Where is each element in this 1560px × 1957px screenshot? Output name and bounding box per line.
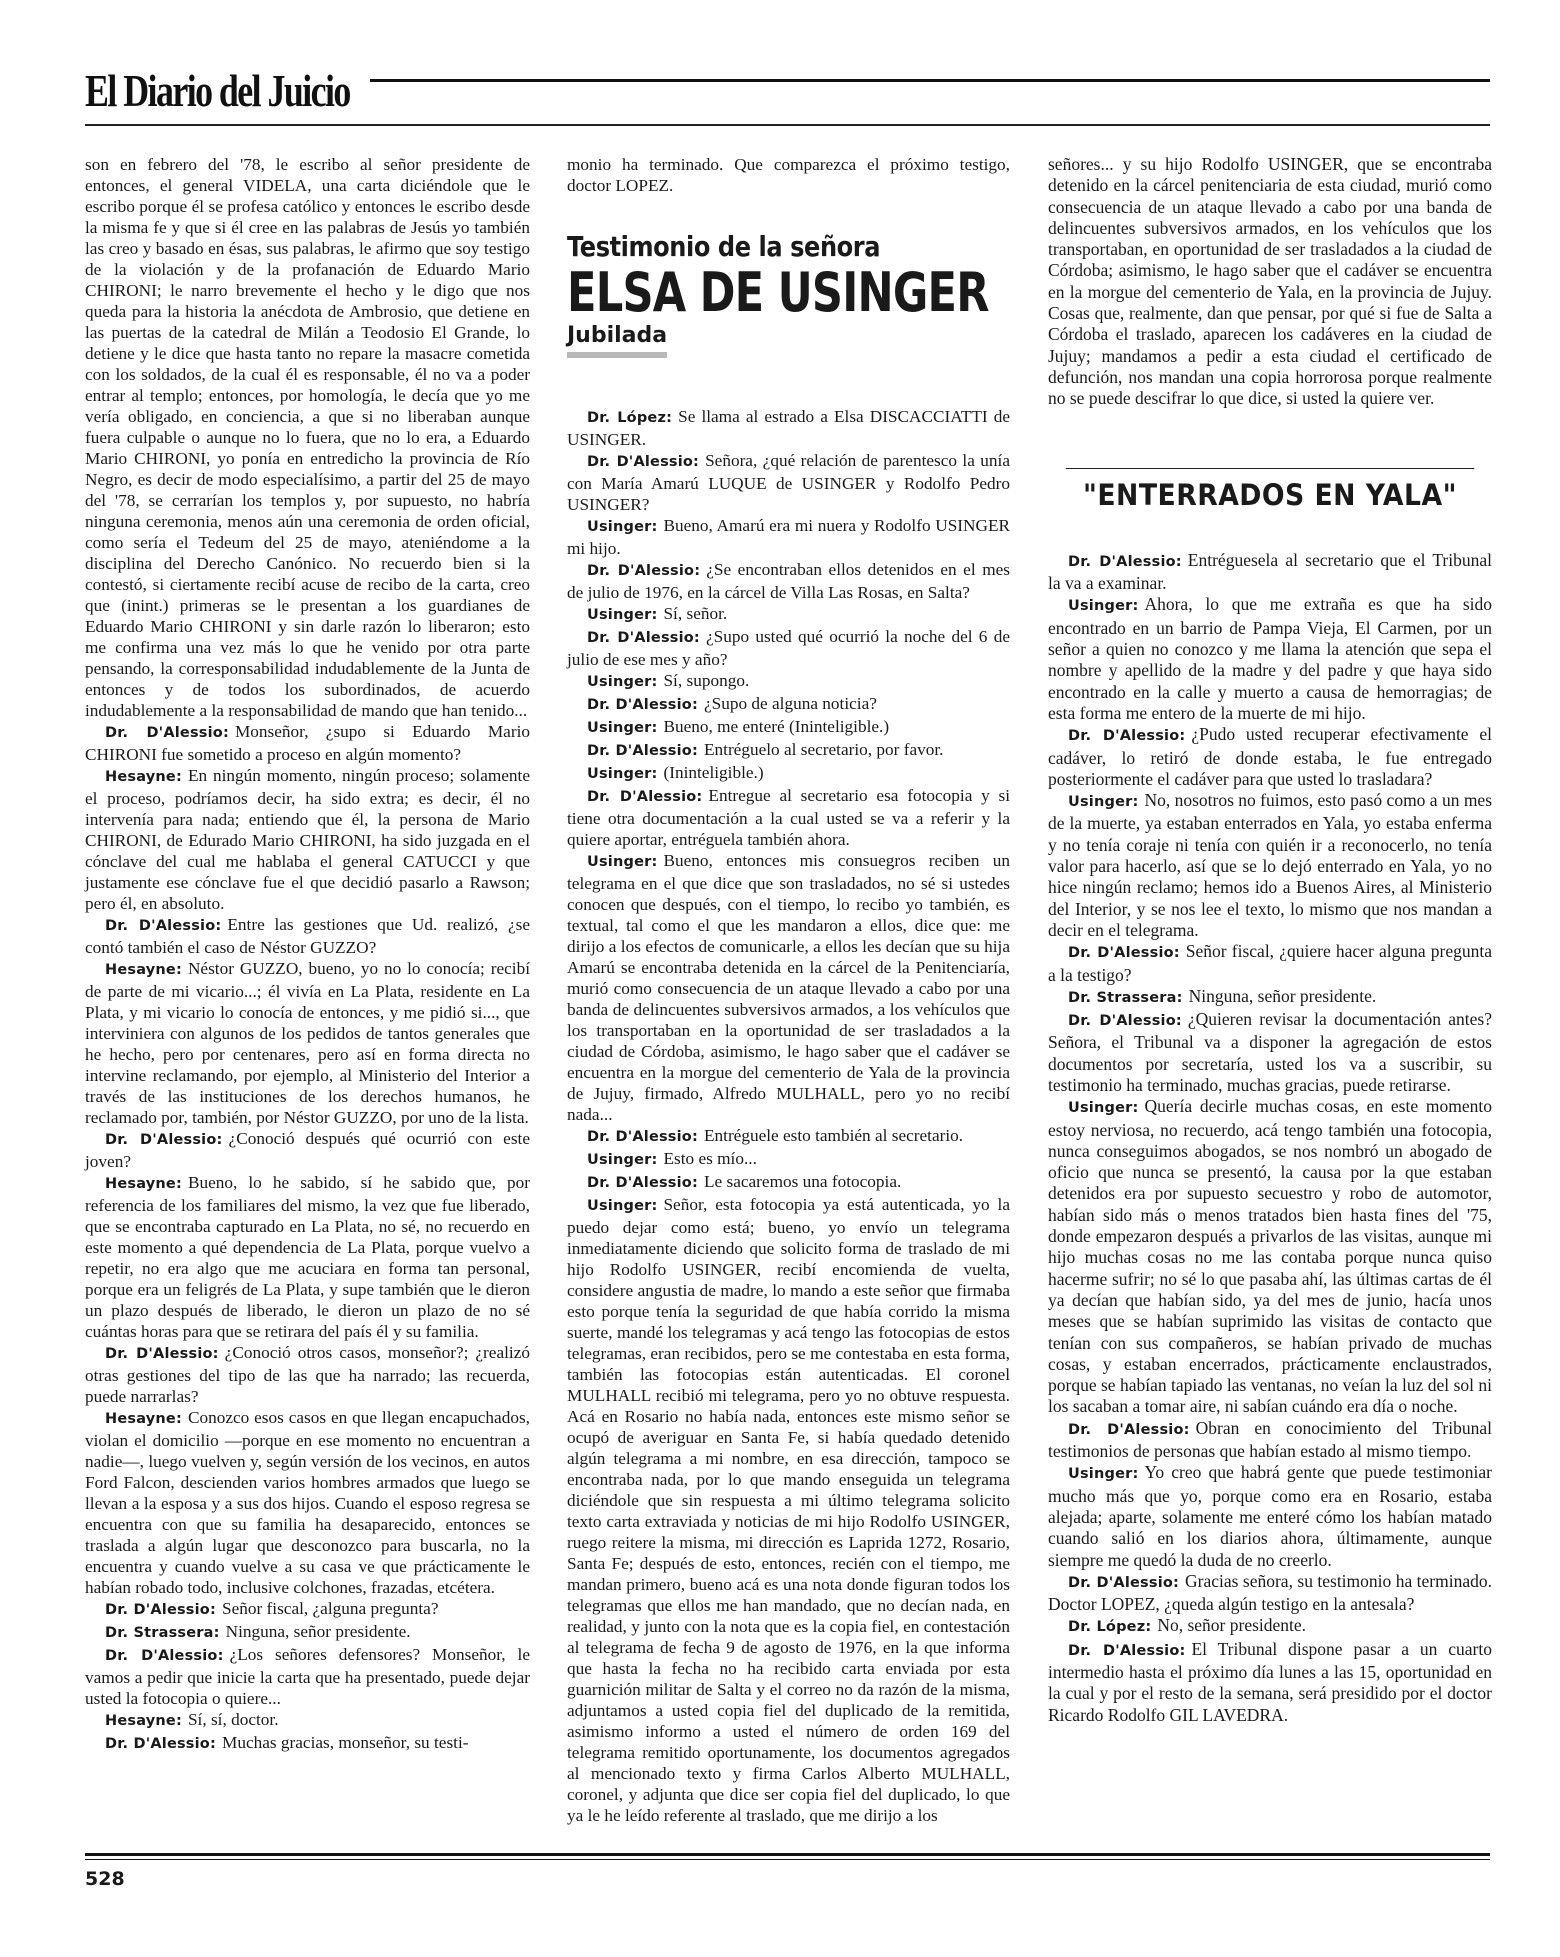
- speaker-label: Hesayne:: [105, 769, 182, 785]
- dialogue-paragraph: [567, 670, 1010, 693]
- speaker-label: Usinger:: [587, 720, 658, 736]
- dialogue-paragraph: [85, 1732, 530, 1755]
- dialogue-paragraph: [567, 1148, 1010, 1171]
- dialogue-paragraph: [85, 1709, 530, 1732]
- testimony-kicker: Testimonio de la señora: [567, 230, 881, 263]
- speaker-label: Dr. D'Alessio:: [105, 918, 222, 934]
- speaker-label: Dr. D'Alessio:: [587, 563, 701, 579]
- dialogue-text: No, señor presidente.: [1157, 1615, 1307, 1636]
- dialogue-text: Entréguele esto también al secretario.: [703, 1126, 964, 1145]
- dialogue-text: Yo creo que habrá gente que puede testimoniar mucho más que yo, porque como era en Rosario, estaba alejada; aparte, solamente me enteré cómo los habían matado cuando salió en los diarios ahora, últimamente, aunque siempre me quedó la duda de no creerlo.: [1048, 1462, 1492, 1570]
- dialogue-text: ¿Se encontraban ellos detenidos en el mes de julio de 1976, en la cárcel de Villa Las Rosas, en Salta?: [567, 560, 1010, 602]
- dialogue-text: Entre las gestiones que Ud. realizó, ¿se contó también el caso de Néstor GUZZO?: [85, 915, 530, 957]
- speaker-label: Hesayne:: [105, 962, 182, 978]
- speaker-label: Usinger:: [587, 607, 658, 623]
- dialogue-paragraph: [567, 739, 1010, 762]
- dialogue-paragraph: [1048, 1615, 1492, 1638]
- speaker-label: Dr. D'Alessio:: [1068, 945, 1180, 962]
- speaker-label: Dr. D'Alessio:: [587, 454, 700, 470]
- speaker-label: Dr. López:: [1068, 1619, 1152, 1636]
- dialogue-paragraph: [567, 603, 1010, 626]
- speaker-label: Usinger:: [1068, 598, 1139, 615]
- dialogue-text: ¿Quieren revisar la documentación antes? Señora, el Tribunal va a disponer la agregación de estos documentos por secretaría, usted los va a suscribir, su testimonio ha terminado, muchas gracias, puede retirarse.: [1048, 1009, 1492, 1095]
- dialogue-text: Bueno, me enteré (Ininteligible.): [663, 717, 890, 736]
- dialogue-paragraph: [1048, 1009, 1492, 1096]
- dialogue-text: ¿Conoció otros casos, monseñor?; ¿realizó otras gestiones del tipo de las que ha narrado; las recuerda, puede narrarlas?: [85, 1343, 530, 1406]
- speaker-label: Dr. D'Alessio:: [1068, 728, 1186, 745]
- dialogue-text: Bueno, entonces mis consuegros reciben un telegrama en el que dice que son trasladados, no sé si ustedes conocen que después, con el tiempo, lo recibo yo también, es textual, tal como el que les mandaron a ellos, dice que: me dirijo a los efectos de comunicarle, a ellos les decían que su hija Amarú se encontraba detenida en la cárcel de la Penitenciaría, murió como consecuencia de un ataque llevado a cabo por una banda de delincuentes subversivos armados, a los vehículos que los transportaban en la oportunidad de ser trasladados a la ciudad de Córdoba, asimismo, le hago saber que el cadáver se encuentra en la morgue del cementerio de Yala de la provincia de Jujuy, firmado, Alfredo MULHALL, pero yo no recibí nada...: [567, 851, 1010, 1124]
- column-3: [1048, 154, 1492, 1726]
- dialogue-paragraph: [85, 154, 530, 721]
- speaker-label: Usinger:: [587, 854, 658, 870]
- dialogue-text: Obran en conocimiento del Tribunal testimonios de personas que habían estado al mismo tiempo.: [1048, 1417, 1492, 1462]
- speaker-label: Dr. D'Alessio:: [587, 1129, 698, 1145]
- dialogue-paragraph: [85, 1342, 530, 1407]
- dialogue-paragraph: [85, 958, 530, 1128]
- testimony-heading: [567, 230, 1010, 358]
- speaker-label: Dr. D'Alessio:: [587, 789, 703, 805]
- speaker-label: Dr. D'Alessio:: [1068, 553, 1182, 570]
- dialogue-paragraph: [567, 406, 1010, 450]
- section-subheading: "ENTERRADOS EN YALA": [1066, 468, 1474, 506]
- speaker-label: Dr. D'Alessio:: [1068, 1421, 1190, 1438]
- dialogue-text: Bueno, lo he sabido, sí he sabido que, por referencia de los familiares del mismo, la vez que fue liberado, que se encontraba capturado en La Plata, no sé, no recuerdo en este momento a qué dependencia de La Plata, porque vuelvo a repetir, no era algo que me acuciara en forma tan personal, porque era un feligrés de La Plata, y supe también que le dieron un plazo después de liberado, le dieron un plazo de no sé cuántas horas para que se retirara del país él y su familia.: [85, 1173, 530, 1341]
- dialogue-text: ¿Supo de alguna noticia?: [703, 694, 877, 713]
- speaker-label: Usinger:: [587, 766, 658, 782]
- masthead-rule: [370, 79, 1490, 82]
- dialogue-text: ¿Pudo usted recuperar efectivamente el cadáver, lo retiró de donde estaba, le fue entregado posteriormente el cadáver para que usted lo trasladara?: [1048, 724, 1492, 789]
- dialogue-text: Señora, ¿qué relación de parentesco la unía con María Amarú LUQUE de USINGER y Rodolfo Pedro USINGER?: [567, 451, 1010, 514]
- dialogue-paragraph: [85, 1598, 530, 1621]
- speaker-label: Usinger:: [1068, 794, 1139, 811]
- dialogue-text: Esto es mío...: [663, 1149, 757, 1168]
- dialogue-paragraph: [567, 626, 1010, 670]
- speaker-label: Dr. D'Alessio:: [587, 743, 698, 759]
- dialogue-paragraph: [567, 716, 1010, 739]
- dialogue-paragraph: [567, 1171, 1010, 1194]
- dialogue-paragraph: [1048, 594, 1492, 724]
- dialogue-paragraph: [1048, 1639, 1492, 1726]
- speaker-label: Usinger:: [587, 1152, 658, 1168]
- dialogue-text: (Ininteligible.): [663, 763, 764, 782]
- dialogue-text: Néstor GUZZO, bueno, yo no lo conocía; recibí de parte de mi vicario...; él vivía en La Plata, residente en La Plata, y mi vicario lo conocía de entonces, y me pidió si..., que interviniera con algunos de los pedidos de tantos generales que he hecho, pero por centenares, pero así en forma directa no intervine reclamando, por ejemplo, al Ministerio del Interior a través de las instituciones de los derechos humanos, he reclamado por, también, por Néstor GUZZO, por uno de la lista.: [85, 959, 530, 1127]
- speaker-label: Dr. D'Alessio:: [587, 1175, 698, 1191]
- speaker-label: Dr. D'Alessio:: [105, 1602, 216, 1618]
- dialogue-paragraph: [567, 559, 1010, 603]
- dialogue-paragraph: [567, 693, 1010, 716]
- dialogue-text: El Tribunal dispone pasar a un cuarto intermedio hasta el próximo día lunes a las 15, oportunidad en la cual y por el resto de la semana, será presidido por el doctor Ricardo Rodolfo GIL LAVEDRA.: [1048, 1638, 1492, 1725]
- dialogue-text: ¿Los señores defensores? Monseñor, le vamos a pedir que inicie la carta que ha presentado, puede dejar usted la fotocopia o quiere...: [85, 1645, 530, 1708]
- dialogue-text: Entregue al secretario esa fotocopia y si tiene otra documentación a la cual usted se va a referir y la quiere aportar, entréguela también ahora.: [567, 786, 1010, 849]
- dialogue-text: Ninguna, señor presidente.: [225, 1622, 411, 1641]
- speaker-label: Dr. D'Alessio:: [587, 697, 698, 713]
- dialogue-text: Ahora, lo que me extraña es que ha sido encontrado en un barrio de Pampa Vieja, El Carmen, por un señor a quien no conozco y me llama la atención que sepa el nombre y apellido de la madre y del padre y que haya sido encontrado en la calle y muerto a causa de hemorragias; de esta forma me entero de la muerte de mi hijo.: [1048, 594, 1492, 723]
- speaker-label: Dr. D'Alessio:: [105, 1648, 224, 1664]
- speaker-label: Usinger:: [587, 674, 658, 690]
- dialogue-paragraph: [85, 1621, 530, 1644]
- dialogue-paragraph: [85, 1128, 530, 1172]
- dialogue-paragraph: [1048, 986, 1492, 1009]
- dialogue-paragraph: [1048, 790, 1492, 941]
- dialogue-text: Señor fiscal, ¿alguna pregunta?: [221, 1599, 439, 1618]
- dialogue-text: Monseñor, ¿supo si Eduardo Mario CHIRONI fue sometido a proceso en algún momento?: [85, 722, 530, 764]
- dialogue-paragraph: [1048, 1418, 1492, 1463]
- speaker-label: Usinger:: [587, 1198, 658, 1214]
- speaker-label: Usinger:: [587, 519, 658, 535]
- dialogue-paragraph: [1048, 1462, 1492, 1570]
- dialogue-text: Ninguna, señor presidente.: [1188, 985, 1377, 1006]
- speaker-label: Dr. Strassera:: [105, 1625, 220, 1641]
- footer-rule: [85, 1853, 1490, 1856]
- dialogue-text: Quería decirle muchas cosas, en este momento estoy nerviosa, no recuerdo, acá tengo también una fotocopia, nunca conseguimos abogados, se nos nombró un abogado de oficio que nunca se presentó, la causa por la que estaban detenidos era por supuesto secuestro y robo de automotor, habían sido más o menos tratados bien hasta fines del '75, donde empezaron después a privarlos de las visitas, aunque mi hijo muchas cosas no me las contaba porque nunca quiso hacerme sufrir; no sé lo que pasaba ahí, las últimas cartas de él ya decían que habían sido, ya del mes de junio, hacía unos meses que se habían suprimido las visitas de contacto que tenían con sus compañeros, se habían privado de muchas cosas, y estaban encerrados, prácticamente enclaustrados, porque se habían tapiado las ventanas, no veían la luz del sol ni los sacaban a tomar aire, ni sabían cuándo era día o noche.: [1048, 1096, 1492, 1417]
- speaker-label: Usinger:: [1068, 1100, 1139, 1117]
- speaker-label: Dr. D'Alessio:: [1068, 1013, 1182, 1030]
- dialogue-text: En ningún momento, ningún proceso; solamente el proceso, podríamos decir, ha sido extra; es decir, él no intervenía para nada; entiendo que él, la persona de Mario CHIRONI, de Edurado Mario CHIRONI, ha sido juzgada en el cónclave del cual me hablaba el general CATUCCI y que justamente ese cónclave fue el que decidió pasarlo a Rawson; pero él, en absoluto.: [85, 766, 530, 913]
- dialogue-paragraph: [1048, 1571, 1492, 1616]
- column-3-dialogue: [1048, 550, 1492, 1726]
- dialogue-paragraph: [85, 721, 530, 765]
- speaker-label: Dr. Strassera:: [1068, 989, 1183, 1006]
- dialogue-paragraph: [1048, 550, 1492, 595]
- column-2: [567, 154, 1010, 1826]
- dialogue-text: Sí, señor.: [663, 604, 728, 623]
- page-number: 528: [85, 1868, 125, 1890]
- dialogue-text: Entréguesela al secretario que el Tribunal la va a examinar.: [1048, 549, 1492, 594]
- speaker-label: Usinger:: [1068, 1466, 1139, 1483]
- dialogue-text: Señor, esta fotocopia ya está autenticada, yo la puedo dejar como está; bueno, yo envío un telegrama inmediatamente diciendo que solicito forma de traslado de mi hijo Rodolfo USINGER, recibí encomienda de vuelta, considere angustia de madre, lo mando a este señor que firmaba esto porque tenía la seguridad de que había corrido la misma suerte, mandé los telegramas y acá tengo las fotocopias de estos telegramas, eran recibidos, pero se me contestaba en esta forma, también las fotocopias están autenticadas. El coronel MULHALL recibió mi telegrama, pero yo no obtuve respuesta. Acá en Rosario no había nada, entonces este mismo señor se ocupó de averiguar en Santa Fe, si había quedado detenido algún telegrama a mi nombre, en esa dirección, tampoco se encontraba nada, por lo que mando enseguida un telegrama diciéndole que sin respuesta a mi último telegrama solicito texto carta extraviada y noticias de mi hijo Rodolfo USINGER, ruego reitere la misma, mi dirección es Laprida 1272, Rosario, Santa Fe; después de esto, entonces, recién con el tiempo, me mandan primero, bueno acá es una nota donde figuran todos los telegramas que ellos me han mandado, que no decían nada, en realidad, y junto con la nota que es la copia fiel, en contestación al telegrama de fecha 9 de agosto de 1976, en la que informa que hasta la fecha no ha recibido carta enviada por esta guarnición militar de Salta y el correo no da razón de la misma, adjuntamos a usted copia fiel del duplicado de la remitida, asimismo informo a usted el número de orden 169 del telegrama remitido oportunamente, los documentos agregados al mencionado texto y firma Carlos Alberto MULHALL, coronel, y adjunta que dice ser copia fiel del duplicado, lo que ya le he leído referente al traslado, que me dirijo a los: [567, 1195, 1010, 1825]
- dialogue-text: Bueno, Amarú era mi nuera y Rodolfo USINGER mi hijo.: [567, 516, 1010, 558]
- speaker-label: Hesayne:: [105, 1176, 182, 1192]
- dialogue-text: Señor fiscal, ¿quiere hacer alguna pregunta a la testigo?: [1048, 941, 1492, 985]
- speaker-label: Dr. D'Alessio:: [105, 1736, 216, 1752]
- speaker-label: Dr. D'Alessio:: [105, 1132, 223, 1148]
- dialogue-text: Se llama al estrado a Elsa DISCACCIATTI de USINGER.: [567, 407, 1010, 449]
- witness-name: ELSA DE USINGER: [567, 261, 989, 324]
- witness-role: Jubilada: [567, 325, 667, 358]
- speaker-label: Hesayne:: [105, 1411, 182, 1427]
- dialogue-paragraph: [1048, 1096, 1492, 1417]
- publication-title: El Diario del Juicio: [85, 65, 350, 116]
- speaker-label: Dr. D'Alessio:: [1068, 1642, 1186, 1659]
- dialogue-paragraph: [85, 765, 530, 914]
- dialogue-paragraph: [85, 1407, 530, 1598]
- speaker-label: Dr. D'Alessio:: [105, 1346, 219, 1362]
- dialogue-paragraph: [567, 450, 1010, 515]
- dialogue-text: ¿Conoció después qué ocurrió con este joven?: [85, 1129, 530, 1171]
- masthead: [85, 58, 1490, 126]
- dialogue-text: Sí, supongo.: [663, 671, 750, 690]
- dialogue-paragraph: [567, 1125, 1010, 1148]
- dialogue-paragraph: [567, 762, 1010, 785]
- dialogue-paragraph: [85, 1644, 530, 1709]
- column-1: [85, 154, 530, 1755]
- dialogue-paragraph: [1048, 941, 1492, 986]
- speaker-label: Dr. López:: [587, 410, 673, 426]
- paragraph: señores... y su hijo Rodolfo USINGER, que se encontraba detenido en la cárcel penitenciaria de esta ciudad, murió como consecuencia de un ataque llevado a cabo por una banda de delincuentes subversivos armados, en los vehículos que los transportaban, en oportunidad de ser trasladados a la ciudad de Córdoba; asimismo, le hago saber que el cadáver se encuentra en la morgue del cementerio de Yala, en la provincia de Jujuy. Cosas que, realmente, dan que pensar, por qué si fue de Salta a Córdoba el traslado, aparecen los cadáveres en la ciudad de Jujuy; mandamos a pedir a esta ciudad el certificado de defunción, nos mandan una copia horrorosa porque realmente no se puede descifrar lo que dice, si usted la quiere ver.: [1048, 154, 1492, 409]
- footer-rule-thin: [85, 1859, 1490, 1860]
- dialogue-text: Conozco esos casos en que llegan encapuchados, violan el domicilio —porque en ese momento no encuentran a nadie—, luego vuelven y, según versión de los vecinos, en autos Ford Falcon, descienden varios hombres armados que luego se llevan a la esposa y a sus dos hijos. Cuando el esposo regresa se encuentra con que su familia ha desaparecido, entonces se traslada a algún lugar que desconozco para buscarla, no la encuentra y cuando vuelve a su casa ve que prácticamente le habían robado todo, inclusive colchones, frazadas, etcétera.: [85, 1408, 530, 1597]
- dialogue-paragraph: [567, 850, 1010, 1125]
- dialogue-paragraph: [85, 1172, 530, 1342]
- speaker-label: Hesayne:: [105, 1713, 182, 1729]
- dialogue-text: Entréguelo al secretario, por favor.: [703, 740, 944, 759]
- column-2-dialogue: [567, 406, 1010, 1826]
- speaker-label: Dr. D'Alessio:: [1068, 1574, 1180, 1591]
- dialogue-text: No, nosotros no fuimos, esto pasó como a un mes de la muerte, ya estaban enterrados en Yala, yo estaba enferma y no tenía coraje ni tenía con quién ir a reconocerlo, no tenía valor para hacerlo, así que se lo dejó enterrado en Yala, yo no hice ningún reclamo; hemos ido a Buenos Aires, al Ministerio del Interior, y se nos lee el texto, lo mismo que nos mandan a decir en el telegrama.: [1048, 790, 1493, 940]
- dialogue-paragraph: [1048, 724, 1492, 790]
- dialogue-paragraph: [567, 785, 1010, 850]
- dialogue-text: Gracias señora, su testimonio ha terminado. Doctor LOPEZ, ¿queda algún testigo en la antesala?: [1048, 1570, 1492, 1615]
- paragraph: monio ha terminado. Que comparezca el próximo testigo, doctor LOPEZ.: [567, 155, 1010, 195]
- dialogue-text: ¿Supo usted qué ocurrió la noche del 6 de julio de ese mes y año?: [567, 627, 1010, 669]
- dialogue-text: Le sacaremos una fotocopia.: [703, 1172, 902, 1191]
- dialogue-paragraph: [85, 914, 530, 958]
- dialogue-paragraph: [567, 1194, 1010, 1826]
- dialogue-text: Sí, sí, doctor.: [187, 1710, 279, 1729]
- speaker-label: Dr. D'Alessio:: [105, 725, 229, 741]
- dialogue-text: Muchas gracias, monseñor, su testi-: [221, 1733, 469, 1752]
- dialogue-text: son en febrero del '78, le escribo al señor presidente de entonces, el general VIDELA, una carta diciéndole que le escribo porque él se profesa católico y entonces le escribo desde la misma fe y que si él cree en las palabras de Jesús yo también las creo y basado en ésas, sus palabras, le afirmo que soy testigo de la violación y de la profanación de Eduardo Mario CHIRONI; le narro brevemente el hecho y le digo que nos queda para la historia la anécdota de Ambrosio, que detiene en las puertas de la catedral de Milán a Teodosio El Grande, lo detiene y le dice que hasta tanto no repare la masacre cometida con los soldados, de la cual él es responsable, él no va a poder entrar al templo; entonces, por homología, le decía que yo me vería obligado, en conciencia, a que si no liberaban aunque fuera culpable o aunque no lo fuera, que no lo era, a Eduardo Mario CHIRONI, yo ponía en entredicho la provincia de Río Negro, es decir de modo especialísimo, a partir del 25 de mayo del '78, se cerrarían los templos y, por supuesto, no habría ninguna ceremonia, menos aún una ceremonia de orden oficial, como sería el Tedeum del 25 de mayo, ateniéndome a la disciplina del Derecho Canónico. No recuerdo bien si la contestó, si ciertamente recibí acuse de recibo de la carta, creo que (inint.) primeras se le presentan a los guardianes de Eduardo Mario CHIRONI y sin darle razón lo liberaron; esto me confirma una vez más lo que he venido por otra parte pensando, la corresponsabilidad indudablemente de la Junta de entonces y de todos los subordinados, de acuerdo indudablemente a la responsabilidad de mando que han tenido...: [85, 155, 530, 720]
- dialogue-paragraph: [567, 515, 1010, 559]
- speaker-label: Dr. D'Alessio:: [587, 630, 700, 646]
